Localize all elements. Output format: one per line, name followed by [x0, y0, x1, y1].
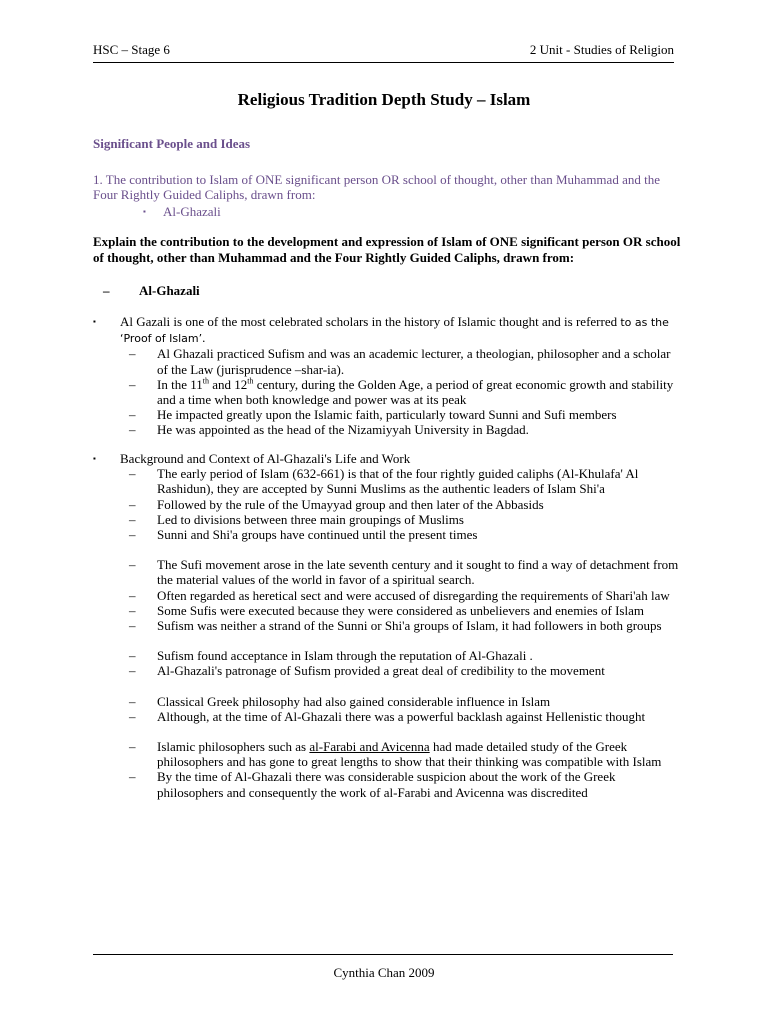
explain-text: Explain the contribution to the development and expression of Islam of ONE significant person OR school of thought, other than Muhammad and the Four Rightly Guided Caliphs, drawn from: — [93, 234, 681, 265]
page-title: Religious Tradition Depth Study – Islam — [237, 90, 531, 109]
list-item-text: Some Sufis were executed because they were considered as unbelievers and enemies of Islam — [157, 602, 644, 618]
block2-bullet: Background and Context of Al-Ghazali's Life and Work — [120, 451, 411, 466]
list-item-text: Islamic philosophers such as — [157, 739, 310, 755]
explain-option-label: Al-Ghazali — [139, 283, 200, 298]
list-item — [93, 466, 683, 496]
question-text: 1. The contribution to Islam of ONE significant person OR school of thought, other than Muhammad and the Four Rightly Guided Caliphs, drawn from: — [93, 172, 660, 202]
dash-marker: – — [129, 602, 136, 618]
dash-marker: – — [129, 422, 136, 438]
spacer — [93, 724, 683, 739]
century-text-b: and 12 — [208, 376, 248, 392]
dash-marker: – — [129, 376, 136, 392]
dash-marker: – — [129, 708, 136, 724]
dash-marker: – — [129, 346, 136, 362]
page-header — [93, 42, 674, 63]
century-text-c: century, during the Golden Age, a period of great economic growth and stability and a time when both knowledge and power was at its peak — [157, 376, 674, 408]
list-item — [93, 663, 683, 678]
list-item — [93, 497, 683, 512]
list-item — [93, 527, 683, 542]
ordinal-suffix: th — [247, 376, 254, 386]
block2-list — [93, 451, 683, 800]
dash-marker: – — [129, 496, 136, 512]
list-item-text: Sufism was neither a strand of the Sunni or Shi'a groups of Islam, it had followers in both groups — [157, 618, 662, 634]
header-right: 2 Unit - Studies of Religion — [529, 42, 674, 57]
proof-of-islam: to as the ‘Proof of Islam’ — [120, 316, 669, 346]
list-item — [93, 377, 683, 407]
list-item — [93, 407, 683, 422]
list-item-text: He was appointed as the head of the Nizamiyyah University in Bagdad. — [157, 422, 529, 438]
question-option — [143, 204, 221, 220]
list-item-text: Followed by the rule of the Umayyad group and then later of the Abbasids — [157, 496, 544, 512]
dash-marker: – — [103, 283, 110, 298]
list-item-text: Although, at the time of Al-Ghazali there was a powerful backlash against Hellenistic thought — [157, 708, 646, 724]
list-item-text: Sufism found acceptance in Islam through the reputation of Al-Ghazali . — [157, 648, 533, 664]
list-item-text: Sunni and Shi'a groups have continued until the present times — [157, 527, 478, 543]
dash-marker: – — [129, 466, 136, 482]
dash-marker: – — [129, 618, 136, 634]
dash-marker: – — [129, 407, 136, 423]
dash-marker: – — [129, 663, 136, 679]
dash-marker: – — [129, 769, 136, 785]
dash-marker: – — [129, 511, 136, 527]
spacer — [93, 542, 683, 557]
dash-marker: – — [129, 739, 136, 755]
list-item — [93, 588, 683, 603]
list-item — [93, 739, 683, 769]
list-item — [93, 769, 683, 799]
explain-option — [103, 283, 200, 299]
list-item — [93, 557, 683, 587]
footer-divider — [93, 954, 673, 955]
bullet-marker: ▪ — [143, 207, 146, 216]
century-text-a: In the 11 — [157, 376, 203, 392]
list-item — [93, 451, 683, 466]
list-item — [93, 512, 683, 527]
bullet-marker: ▪ — [93, 317, 96, 326]
block1-list — [93, 314, 683, 438]
list-item-text: The Sufi movement arose in the late seventh century and it sought to find a way of detachment from the material values of the world in favor of a spiritual search. — [157, 557, 679, 588]
section-heading: Significant People and Ideas — [93, 136, 251, 151]
list-item — [93, 422, 683, 437]
list-item — [93, 648, 683, 663]
page-footer: Cynthia Chan 2009 — [333, 965, 435, 980]
list-item-text: Often regarded as heretical sect and were accused of disregarding the requirements of Shari'ah law — [157, 587, 670, 603]
list-item — [93, 346, 683, 376]
spacer — [93, 633, 683, 648]
farabi-avicenna-link[interactable]: al-Farabi and Avicenna — [309, 739, 430, 755]
list-item — [93, 603, 683, 618]
block1-bullet-post: . — [202, 330, 206, 346]
ordinal-suffix: th — [202, 376, 209, 386]
list-item-text: Led to divisions between three main groupings of Muslims — [157, 511, 464, 527]
dash-marker: – — [129, 527, 136, 543]
dash-marker: – — [129, 693, 136, 709]
list-item — [93, 314, 683, 346]
block1-bullet-pre: Al Gazali is one of the most celebrated scholars in the history of Islamic thought and is referred — [120, 314, 621, 329]
list-item-text: Classical Greek philosophy had also gained considerable influence in Islam — [157, 693, 551, 709]
list-item-text: He impacted greatly upon the Islamic faith, particularly toward Sunni and Sufi members — [157, 407, 617, 423]
list-item-text: had made detailed study of the Greek philosophers and has gone to great lengths to show that their thinking was compatible with Islam — [157, 739, 662, 770]
bullet-marker: ▪ — [93, 454, 96, 463]
list-item-text: Al Ghazali practiced Sufism and was an academic lecturer, a theologian, philosopher and a scholar of the Law (jurisprudence –shar-ia). — [157, 346, 671, 377]
list-item — [93, 709, 683, 724]
list-item-text: By the time of Al-Ghazali there was considerable suspicion about the work of the Greek philosophers and consequently the work of al-Farabi and Avicenna was discredited — [157, 769, 616, 800]
list-item-text: The early period of Islam (632-661) is that of the four rightly guided caliphs (Al-Khulafa' Al Rashidun), they are accepted by Sunni Muslims as the authentic leaders of Islam Shi'a — [157, 466, 639, 497]
question-option-label: Al-Ghazali — [163, 204, 221, 219]
header-left: HSC – Stage 6 — [93, 42, 170, 57]
list-item — [93, 618, 683, 633]
dash-marker: – — [129, 648, 136, 664]
list-item — [93, 694, 683, 709]
list-item-text: Al-Ghazali's patronage of Sufism provided a great deal of credibility to the movement — [157, 663, 605, 679]
dash-marker: – — [129, 587, 136, 603]
spacer — [93, 679, 683, 694]
dash-marker: – — [129, 557, 136, 573]
